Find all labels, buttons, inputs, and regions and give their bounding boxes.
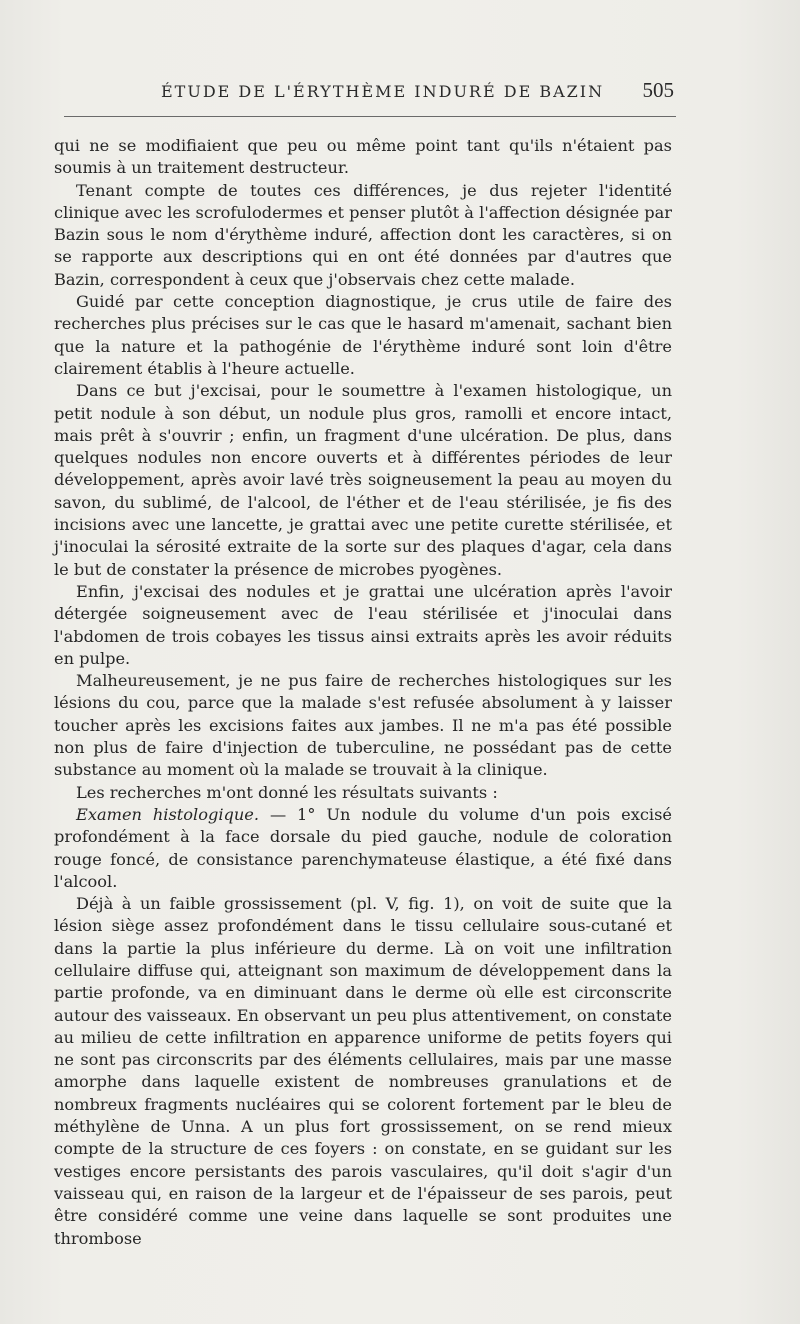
- paragraph-2: Tenant compte de toutes ces différences, je dus rejeter l'identité clinique avec les scrofulodermes et penser plutôt à l'affection désignée par Bazin sous le nom d'érythème induré, affection dont les caractères, si on se rapporte aux descriptions qui en ont été données par d'autres que Bazin, correspondent à ceux que j'observais chez cette malade.: [54, 180, 672, 289]
- paragraph-1: qui ne se modifiaient que peu ou même point tant qu'ils n'étaient pas soumis à un traitement destructeur.: [54, 136, 672, 178]
- page-header: [64, 76, 676, 106]
- page-number: 505: [642, 78, 674, 102]
- paragraph-7: Les recherches m'ont donné les résultats suivants :: [76, 782, 498, 802]
- body-text: [54, 135, 672, 1250]
- paragraph-9: Déjà à un faible grossissement (pl. V, fig. 1), on voit de suite que la lésion siège assez profondément dans le tissu cellulaire sous-cutané et dans la partie la plus inférieure du derme. Là on voit une infiltration cellulaire diffuse qui, atteignant son maximum de développement dans la partie profonde, va en diminuant dans le derme où elle est circonscrite autour des vaisseaux. En observant un peu plus attentivement, on constate au milieu de cette infiltration en apparence uniforme de petits foyers qui ne sont pas circonscrits par des éléments cellulaires, mais par une masse amorphe dans laquelle existent de nombreuses granulations et de nombreux fragments nucléaires qui se colorent fortement par le bleu de méthylène de Unna. A un plus fort grossissement, on se rend mieux compte de la structure de ces foyers : on constate, en se guidant sur les vestiges encore persistants des parois vasculaires, qu'il doit s'agir d'un vaisseau qui, en raison de la largeur et de l'épaisseur de ses parois, peut être considéré comme une veine dans laquelle se sont produites une thrombose: [54, 894, 672, 1248]
- paragraph-5: Enfin, j'excisai des nodules et je grattai une ulcération après l'avoir détergée soigneusement avec de l'eau stérilisée et j'inoculai dans l'abdomen de trois cobayes les tissus ainsi extraits après les avoir réduits en pulpe.: [54, 581, 672, 668]
- paragraph-8: [54, 804, 672, 893]
- paragraph-8-text: — 1° Un nodule du volume d'un pois excisé profondément à la face dorsale du pied gauche, nodule de coloration rouge foncé, de consistance parenchymateuse élastique, a été fixé dans l'alcool.: [54, 804, 672, 891]
- running-title: ÉTUDE DE L'ÉRYTHÈME INDURÉ DE BAZIN: [161, 82, 605, 101]
- paragraph-3: Guidé par cette conception diagnostique, je crus utile de faire des recherches plus précises sur le cas que le hasard m'amenait, sachant bien que la nature et la pathogénie de l'érythème induré sont loin d'être clairement établis à l'heure actuelle.: [54, 292, 672, 378]
- header-rule: [64, 116, 676, 117]
- section-heading-italic: Examen histologique.: [76, 804, 260, 824]
- paragraph-4: Dans ce but j'excisai, pour le soumettre à l'examen histologique, un petit nodule à son début, un nodule plus gros, ramolli et encore intact, mais prêt à s'ouvrir ; enfin, un fragment d'une ulcération. De plus, dans quelques nodules non encore ouverts et à différentes périodes de leur développement, après avoir lavé très soigneusement la peau au moyen du savon, du sublimé, de l'alcool, de l'éther et de l'eau stérilisée, je fis des incisions avec une lancette, je grattai avec une petite curette stérilisée, et j'inoculai la sérosité extraite de la sorte sur des plaques d'agar, cela dans le but de constater la présence de microbes pyogènes.: [54, 381, 672, 579]
- paragraph-6: Malheureusement, je ne pus faire de recherches histologiques sur les lésions du cou, parce que la malade s'est refusée absolument à y laisser toucher après les excisions faites aux jambes. Il ne m'a pas été possible non plus de faire d'injection de tuberculine, ne possédant pas de cette substance au moment où la malade se trouvait à la clinique.: [54, 671, 672, 780]
